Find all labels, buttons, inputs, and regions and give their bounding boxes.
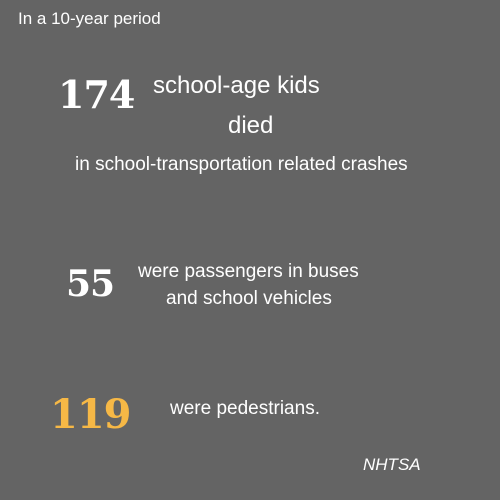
stat-total-line-2: died: [228, 112, 274, 139]
stat-number-pedestrians: 119: [50, 391, 131, 438]
stat-pedestrians-line-1: were pedestrians.: [170, 398, 320, 419]
stat-total-line-3: in school-transportation related crashes: [75, 154, 408, 175]
stat-passengers-line-1: were passengers in buses: [138, 261, 359, 282]
source-label: NHTSA: [363, 455, 421, 474]
stat-passengers-line-2: and school vehicles: [166, 288, 332, 309]
stat-number-total: 174: [58, 72, 135, 117]
stat-total-line-1: school-age kids: [153, 72, 320, 99]
intro-text: In a 10-year period: [18, 9, 161, 28]
stat-number-passengers: 55: [66, 263, 115, 305]
